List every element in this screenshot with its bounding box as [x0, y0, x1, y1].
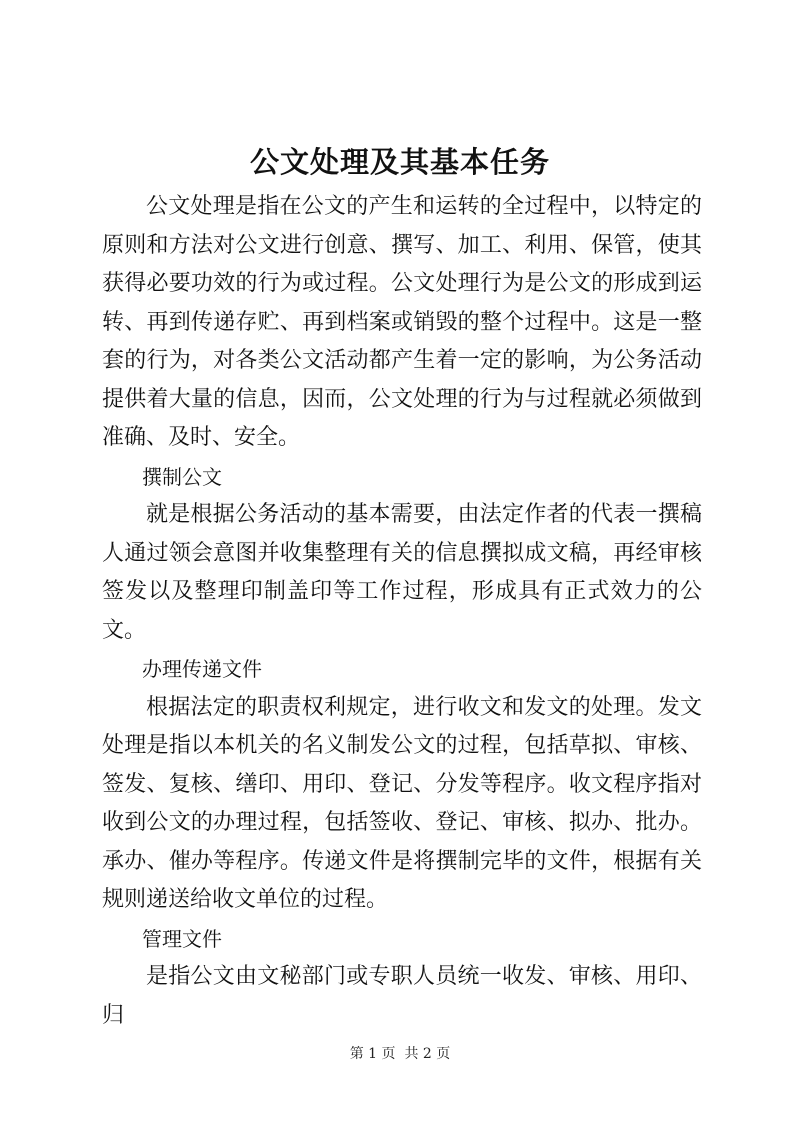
document-body	[102, 188, 702, 1035]
section-heading-draft: 撰制公文	[142, 464, 222, 489]
page-number-label: 第 1 页 共 2 页	[349, 1046, 451, 1062]
paragraph-manage: 是指公文由文秘部门或专职人员统一收发、审核、用印、归	[102, 964, 702, 1028]
section-heading-manage: 管理文件	[142, 926, 222, 951]
paragraph-intro: 公文处理是指在公文的产生和运转的全过程中，以特定的原则和方法对公文进行创意、撰写、加工、利用、保管，使其获得必要功效的行为或过程。公文处理行为是公文的形成到运转、再到传递存贮、再到档案或销毁的整个过程中。这是一整套的行为，对各类公文活动都产生着一定的影响，为公务活动提供着大量的信息，因而，公文处理的行为与过程就必须做到准确、及时、安全。	[102, 194, 702, 450]
document-title: 公文处理及其基本任务	[249, 145, 550, 179]
section-heading-handle: 办理传递文件	[142, 657, 262, 681]
page-footer	[0, 1044, 800, 1064]
paragraph-draft: 就是根据公务活动的基本需要，由法定作者的代表一撰稿人通过领会意图并收集整理有关的信息撰拟成文稿，再经审核签发以及整理印制盖印等工作过程，形成具有正式效力的公文。	[102, 502, 702, 643]
paragraph-handle: 根据法定的职责权利规定，进行收文和发文的处理。发文处理是指以本机关的名义制发公文的过程，包括草拟、审核、签发、复核、缮印、用印、登记、分发等程序。收文程序指对收到公文的办理过程，包括签收、登记、审核、拟办、批办。承办、催办等程序。传递文件是将撰制完毕的文件，根据有关规则递送给收文单位的过程。	[102, 694, 702, 912]
